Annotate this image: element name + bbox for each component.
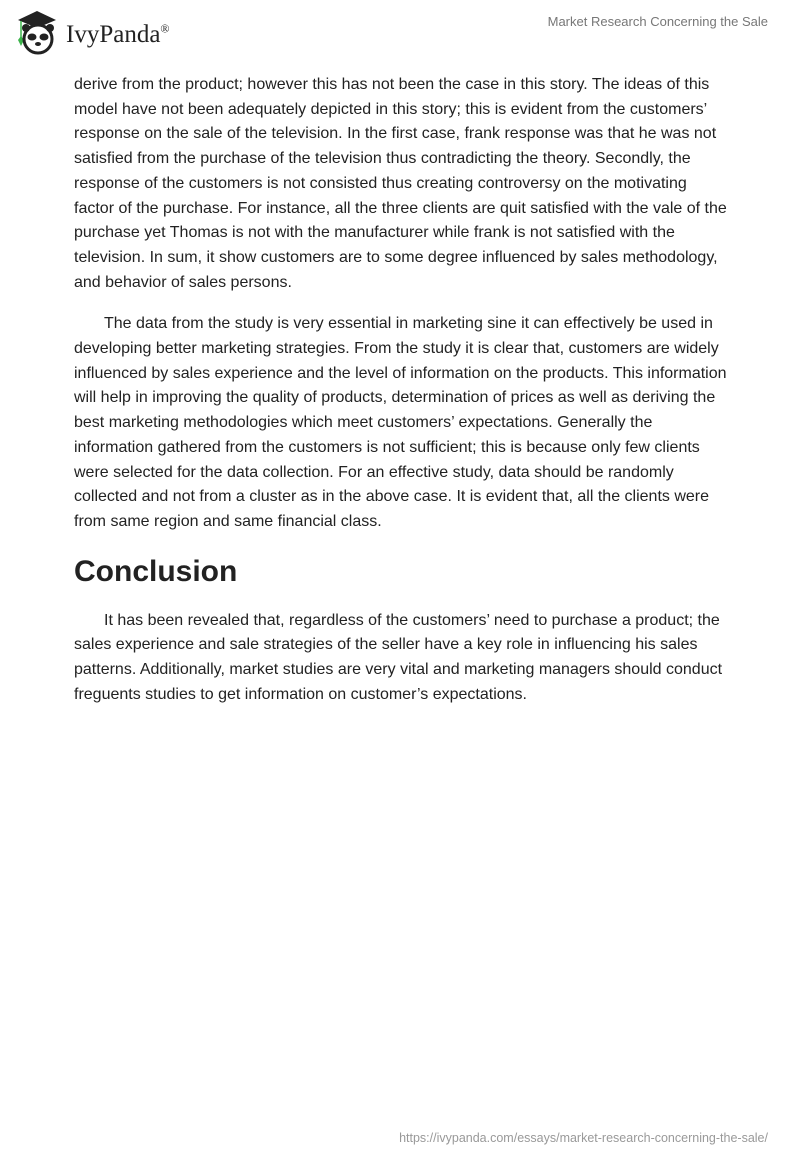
registered-mark: ®	[160, 21, 170, 36]
essay-content	[74, 73, 728, 724]
paragraph: The data from the study is very essential in marketing sine it can effectively be used in developing better marketing strategies. From the study it is clear that, customers are widely influenced by sales experience and the level of information on the products. This information will help in improving the quality of products, determination of prices as well as deriving the best marketing methodologies which meet customers’ expectations. Generally the information gathered from the customers is not sufficient; this is because only few clients were selected for the data collection. For an effective study, data should be randomly collected and not from a cluster as in the above case. It is evident that, all the clients were from same region and same financial class.	[74, 315, 727, 530]
document-title: Market Research Concerning the Sale	[547, 14, 768, 29]
source-url-link[interactable]: https://ivypanda.com/essays/market-research-concerning-the-sale/	[399, 1131, 768, 1145]
logo-wordmark: IvyPanda	[66, 21, 161, 48]
section-heading-conclusion: Conclusion	[74, 554, 238, 588]
panda-graduate-icon	[12, 8, 62, 56]
logo-text	[66, 21, 170, 49]
ivypanda-logo[interactable]	[12, 8, 170, 56]
conclusion-paragraph: It has been revealed that, regardless of the customers’ need to purchase a product; the sales experience and sale strategies of the seller have a key role in influencing his sales patterns. Additionally, market studies are very vital and marketing managers should conduct freguents studies to get information on customer’s expectations.	[74, 611, 723, 703]
paragraph: derive from the product; however this has not been the case in this story. The ideas of this model have not been adequately depicted in this story; this is evident from the customers’ response on the sale of the television. In the first case, frank response was that he was not satisfied from the purchase of the television thus contradicting the theory. Secondly, the response of the customers is not consisted thus creating controversy on the motivating factor of the purchase. For instance, all the three clients are quit satisfied with the vale of the purchase yet Thomas is not with the manufacturer while frank is not satisfied with the television. In sum, it show customers are to some degree influenced by sales methodology, and behavior of sales persons.	[74, 76, 727, 291]
